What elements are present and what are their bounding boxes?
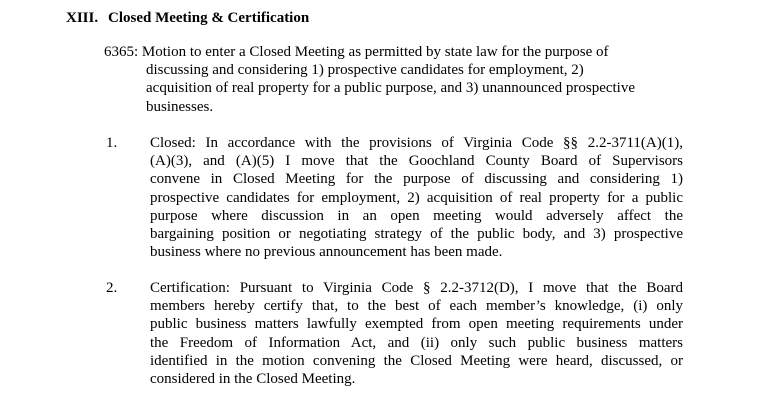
item-closed-text	[150, 134, 683, 261]
item-line: Certification: Pursuant to Virginia Code § 2.2-3712(D), I move that the Board	[150, 280, 683, 296]
item-line: identified in the motion convening the Closed Meeting were heard, discussed, or	[150, 352, 683, 369]
item-certification-text	[150, 279, 683, 388]
item-line: business where no previous announcement has been made.	[150, 244, 503, 261]
item-line: public business matters lawfully exempted from open meeting requirements under	[150, 316, 683, 333]
motion-line: businesses.	[146, 98, 214, 115]
item-line: Closed: In accordance with the provisions of Virginia Code §§ 2.2-3711(A)(1),	[150, 135, 683, 151]
item-line: prospective candidates for employment, 2) acquisition of real property for a public	[150, 189, 683, 206]
item-line: purpose where discussion in an open meeting would adversely affect the	[150, 207, 683, 224]
motion-line: 6365: Motion to enter a Closed Meeting as permitted by state law for the purpose of	[104, 44, 609, 60]
item-line: the Freedom of Information Act, and (ii) only such public business matters	[150, 334, 683, 351]
item-line: considered in the Closed Meeting.	[150, 371, 356, 388]
item-line: members hereby certify that, to the best of each member’s knowledge, (i) only	[150, 298, 683, 315]
item-number: 1.	[106, 135, 118, 151]
motion-line: discussing and considering 1) prospective candidates for employment, 2)	[146, 62, 584, 79]
item-line: bargaining position or negotiating strategy of the public body, and 3) prospective	[150, 226, 683, 243]
item-number: 2.	[106, 280, 118, 296]
section-title: Closed Meeting & Certification	[108, 10, 310, 26]
section-number: XIII.	[66, 10, 99, 26]
section-heading	[66, 9, 309, 28]
motion-paragraph	[104, 43, 704, 116]
item-line: convene in Closed Meeting for the purpose of discussing and considering 1)	[150, 171, 683, 188]
motion-line: acquisition of real property for a public purpose, and 3) unannounced prospective	[146, 80, 636, 97]
item-line: (A)(3), and (A)(5) I move that the Goochland County Board of Supervisors	[150, 153, 683, 170]
